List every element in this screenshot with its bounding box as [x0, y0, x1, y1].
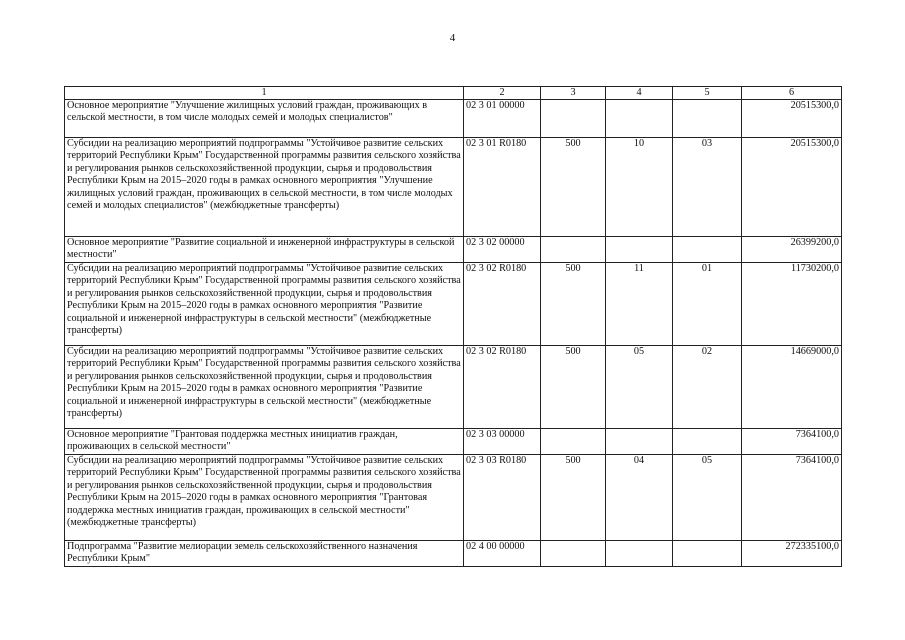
row-code: 02 4 00 00000	[464, 541, 541, 567]
row-col4: 10	[606, 138, 673, 237]
table-row	[65, 100, 842, 138]
row-col5: 01	[673, 263, 742, 346]
row-code: 02 3 02 00000	[464, 237, 541, 263]
row-amount: 20515300,0	[742, 100, 842, 138]
row-description: Основное мероприятие "Улучшение жилищных условий граждан, проживающих в сельской местности, в том числе молодых семей и молодых специалистов"	[65, 100, 464, 138]
row-code: 02 3 01 R0180	[464, 138, 541, 237]
row-description: Субсидии на реализацию мероприятий подпрограммы "Устойчивое развитие сельских территорий Республики Крым" Государственной программы развития сельского хозяйства и регулирования рынков сельскохозяйственной продукции, сырья и продовольствия Республики Крым на 2015–2020 годы в рамках основного мероприятия "Грантовая поддержка местных инициатив граждан, проживающих в сельской местности" (межбюджетные трансферты)	[65, 455, 464, 541]
column-header: 6	[742, 87, 842, 100]
header-row	[65, 87, 842, 100]
row-col4: 11	[606, 263, 673, 346]
row-col4	[606, 429, 673, 455]
row-amount: 26399200,0	[742, 237, 842, 263]
row-col3: 500	[541, 138, 606, 237]
row-col3	[541, 429, 606, 455]
row-col5	[673, 429, 742, 455]
row-amount: 20515300,0	[742, 138, 842, 237]
row-amount: 11730200,0	[742, 263, 842, 346]
row-description: Подпрограмма "Развитие мелиорации земель сельскохозяйственного назначения Республики Крым"	[65, 541, 464, 567]
row-amount: 272335100,0	[742, 541, 842, 567]
row-col5: 05	[673, 455, 742, 541]
budget-table	[64, 86, 842, 567]
column-header: 5	[673, 87, 742, 100]
row-col4	[606, 237, 673, 263]
table-row	[65, 455, 842, 541]
row-amount: 14669000,0	[742, 346, 842, 429]
table-row	[65, 237, 842, 263]
table-row	[65, 263, 842, 346]
table-row	[65, 138, 842, 237]
row-description: Субсидии на реализацию мероприятий подпрограммы "Устойчивое развитие сельских территорий Республики Крым" Государственной программы развития сельского хозяйства и регулирования рынков сельскохозяйственной продукции, сырья и продовольствия Республики Крым на 2015–2020 годы в рамках основного мероприятия "Развитие социальной и инженерной инфраструктуры в сельской местности" (межбюджетные трансферты)	[65, 263, 464, 346]
row-description: Субсидии на реализацию мероприятий подпрограммы "Устойчивое развитие сельских территорий Республики Крым" Государственной программы развития сельского хозяйства и регулирования рынков сельскохозяйственной продукции, сырья и продовольствия Республики Крым на 2015–2020 годы в рамках основного мероприятия "Улучшение жилищных условий граждан, проживающих в сельской местности, в том числе молодых семей и молодых специалистов" (межбюджетные трансферты)	[65, 138, 464, 237]
row-code: 02 3 01 00000	[464, 100, 541, 138]
row-col4	[606, 541, 673, 567]
column-header: 4	[606, 87, 673, 100]
column-header: 1	[65, 87, 464, 100]
table-row	[65, 346, 842, 429]
row-code: 02 3 02 R0180	[464, 346, 541, 429]
row-col5: 03	[673, 138, 742, 237]
page-number: 4	[449, 32, 456, 44]
row-col3: 500	[541, 455, 606, 541]
row-col5	[673, 237, 742, 263]
row-description: Субсидии на реализацию мероприятий подпрограммы "Устойчивое развитие сельских территорий Республики Крым" Государственной программы развития сельского хозяйства и регулирования рынков сельскохозяйственной продукции, сырья и продовольствия Республики Крым на 2015–2020 годы в рамках основного мероприятия "Развитие социальной и инженерной инфраструктуры в сельской местности" (межбюджетные трансферты)	[65, 346, 464, 429]
row-amount: 7364100,0	[742, 455, 842, 541]
row-amount: 7364100,0	[742, 429, 842, 455]
row-code: 02 3 03 R0180	[464, 455, 541, 541]
row-col3	[541, 541, 606, 567]
row-code: 02 3 03 00000	[464, 429, 541, 455]
row-description: Основное мероприятие "Грантовая поддержка местных инициатив граждан, проживающих в сельской местности"	[65, 429, 464, 455]
row-col3	[541, 237, 606, 263]
row-col3: 500	[541, 263, 606, 346]
row-col4: 05	[606, 346, 673, 429]
row-code: 02 3 02 R0180	[464, 263, 541, 346]
table-row	[65, 541, 842, 567]
row-col5: 02	[673, 346, 742, 429]
table-row	[65, 429, 842, 455]
row-col5	[673, 541, 742, 567]
row-col5	[673, 100, 742, 138]
row-description: Основное мероприятие "Развитие социальной и инженерной инфраструктуры в сельской местности"	[65, 237, 464, 263]
row-col3: 500	[541, 346, 606, 429]
row-col3	[541, 100, 606, 138]
row-col4	[606, 100, 673, 138]
column-header: 3	[541, 87, 606, 100]
row-col4: 04	[606, 455, 673, 541]
column-header: 2	[464, 87, 541, 100]
